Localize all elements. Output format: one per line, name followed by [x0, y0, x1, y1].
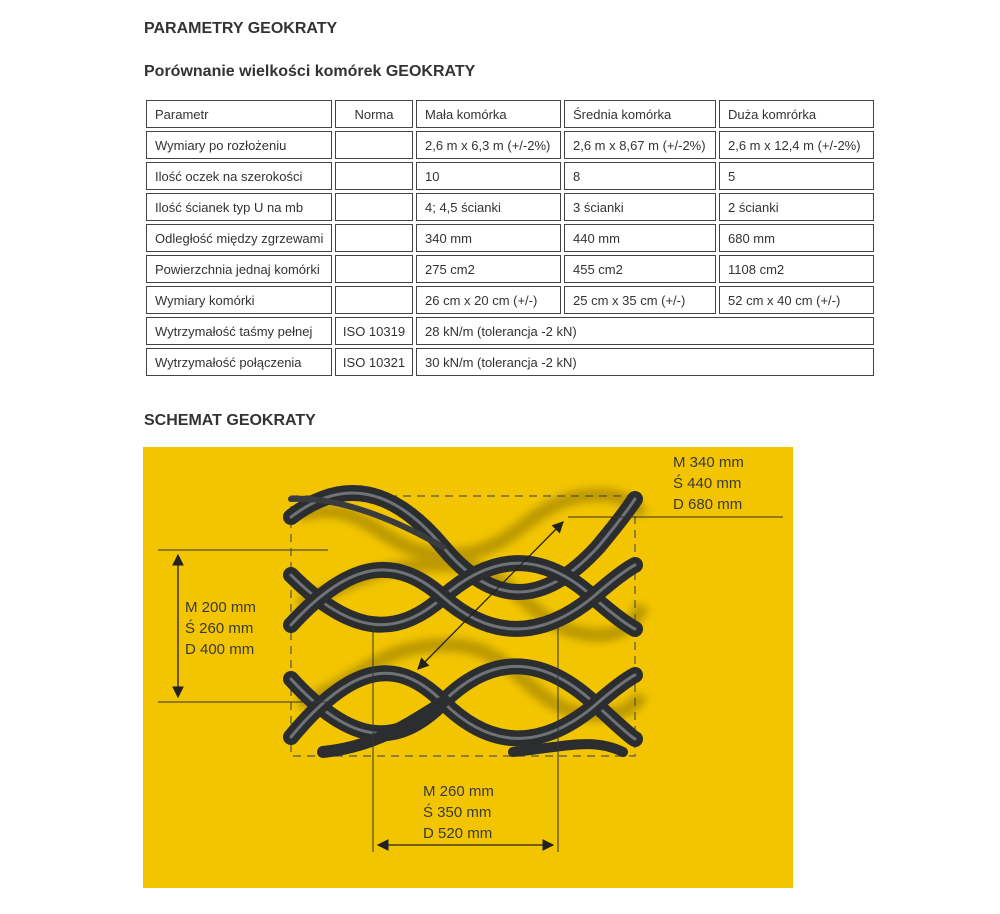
header-cell-parametr: Parametr	[146, 100, 332, 128]
table-cell	[335, 193, 413, 221]
table-cell: 1108 cm2	[719, 255, 874, 283]
table-cell	[335, 255, 413, 283]
parameters-table	[143, 97, 877, 379]
label-bottom-s: Ś 350 mm	[423, 804, 492, 821]
table-row	[146, 131, 874, 159]
table-cell: 2,6 m x 6,3 m (+/-2%)	[416, 131, 561, 159]
table-cell	[335, 286, 413, 314]
header-cell-norma: Norma	[335, 100, 413, 128]
table-cell: 680 mm	[719, 224, 874, 252]
table-row	[146, 255, 874, 283]
table-cell: 4; 4,5 ścianki	[416, 193, 561, 221]
table-cell: 275 cm2	[416, 255, 561, 283]
table-cell: 5	[719, 162, 874, 190]
table-cell: 455 cm2	[564, 255, 716, 283]
table-cell: 10	[416, 162, 561, 190]
header-cell-srednia: Średnia komórka	[564, 100, 716, 128]
table-cell: Powierzchnia jednaj komórki	[146, 255, 332, 283]
table-row	[146, 193, 874, 221]
table-cell	[335, 131, 413, 159]
label-left-s: Ś 260 mm	[185, 620, 254, 637]
table-row	[146, 162, 874, 190]
label-bottom-m: M 260 mm	[423, 783, 494, 800]
label-left-m: M 200 mm	[185, 599, 256, 616]
table-cell-merged: 28 kN/m (tolerancja -2 kN)	[416, 317, 874, 345]
table-cell: 2,6 m x 12,4 m (+/-2%)	[719, 131, 874, 159]
geocell-schema	[143, 447, 793, 888]
table-cell: Wymiary po rozłożeniu	[146, 131, 332, 159]
geocell-schema-svg	[143, 447, 793, 888]
label-bottom-d: D 520 mm	[423, 825, 493, 842]
table-cell	[335, 162, 413, 190]
table-cell: Wytrzymałość taśmy pełnej	[146, 317, 332, 345]
schema-title: SCHEMAT GEOKRATY	[144, 412, 316, 429]
table-row	[146, 224, 874, 252]
table-header-row	[146, 100, 874, 128]
table-cell: Wymiary komórki	[146, 286, 332, 314]
label-top-right-s: Ś 440 mm	[673, 475, 742, 492]
table-cell: 440 mm	[564, 224, 716, 252]
schema-background	[143, 447, 793, 888]
table-cell: Wytrzymałość połączenia	[146, 348, 332, 376]
table-cell: Ilość ścianek typ U na mb	[146, 193, 332, 221]
table-cell: 52 cm x 40 cm (+/-)	[719, 286, 874, 314]
table-row	[146, 286, 874, 314]
label-top-right-m: M 340 mm	[673, 454, 744, 471]
table-cell: 8	[564, 162, 716, 190]
table-cell: Odległość między zgrzewami	[146, 224, 332, 252]
table-row	[146, 317, 874, 345]
table-cell: ISO 10321	[335, 348, 413, 376]
page-title: PARAMETRY GEOKRATY	[144, 20, 338, 37]
header-cell-duza: Duża komrórka	[719, 100, 874, 128]
table-cell: 2 ścianki	[719, 193, 874, 221]
label-top-right-d: D 680 mm	[673, 496, 743, 513]
table-row	[146, 348, 874, 376]
table-cell: 26 cm x 20 cm (+/-)	[416, 286, 561, 314]
header-cell-mala: Mała komórka	[416, 100, 561, 128]
table-title: Porównanie wielkości komórek GEOKRATY	[144, 63, 476, 80]
table-cell: 25 cm x 35 cm (+/-)	[564, 286, 716, 314]
table-cell: 2,6 m x 8,67 m (+/-2%)	[564, 131, 716, 159]
table-cell: Ilość oczek na szerokości	[146, 162, 332, 190]
table-cell: 3 ścianki	[564, 193, 716, 221]
table-cell-merged: 30 kN/m (tolerancja -2 kN)	[416, 348, 874, 376]
table-cell: 340 mm	[416, 224, 561, 252]
label-left-d: D 400 mm	[185, 641, 255, 658]
table-cell: ISO 10319	[335, 317, 413, 345]
table-cell	[335, 224, 413, 252]
